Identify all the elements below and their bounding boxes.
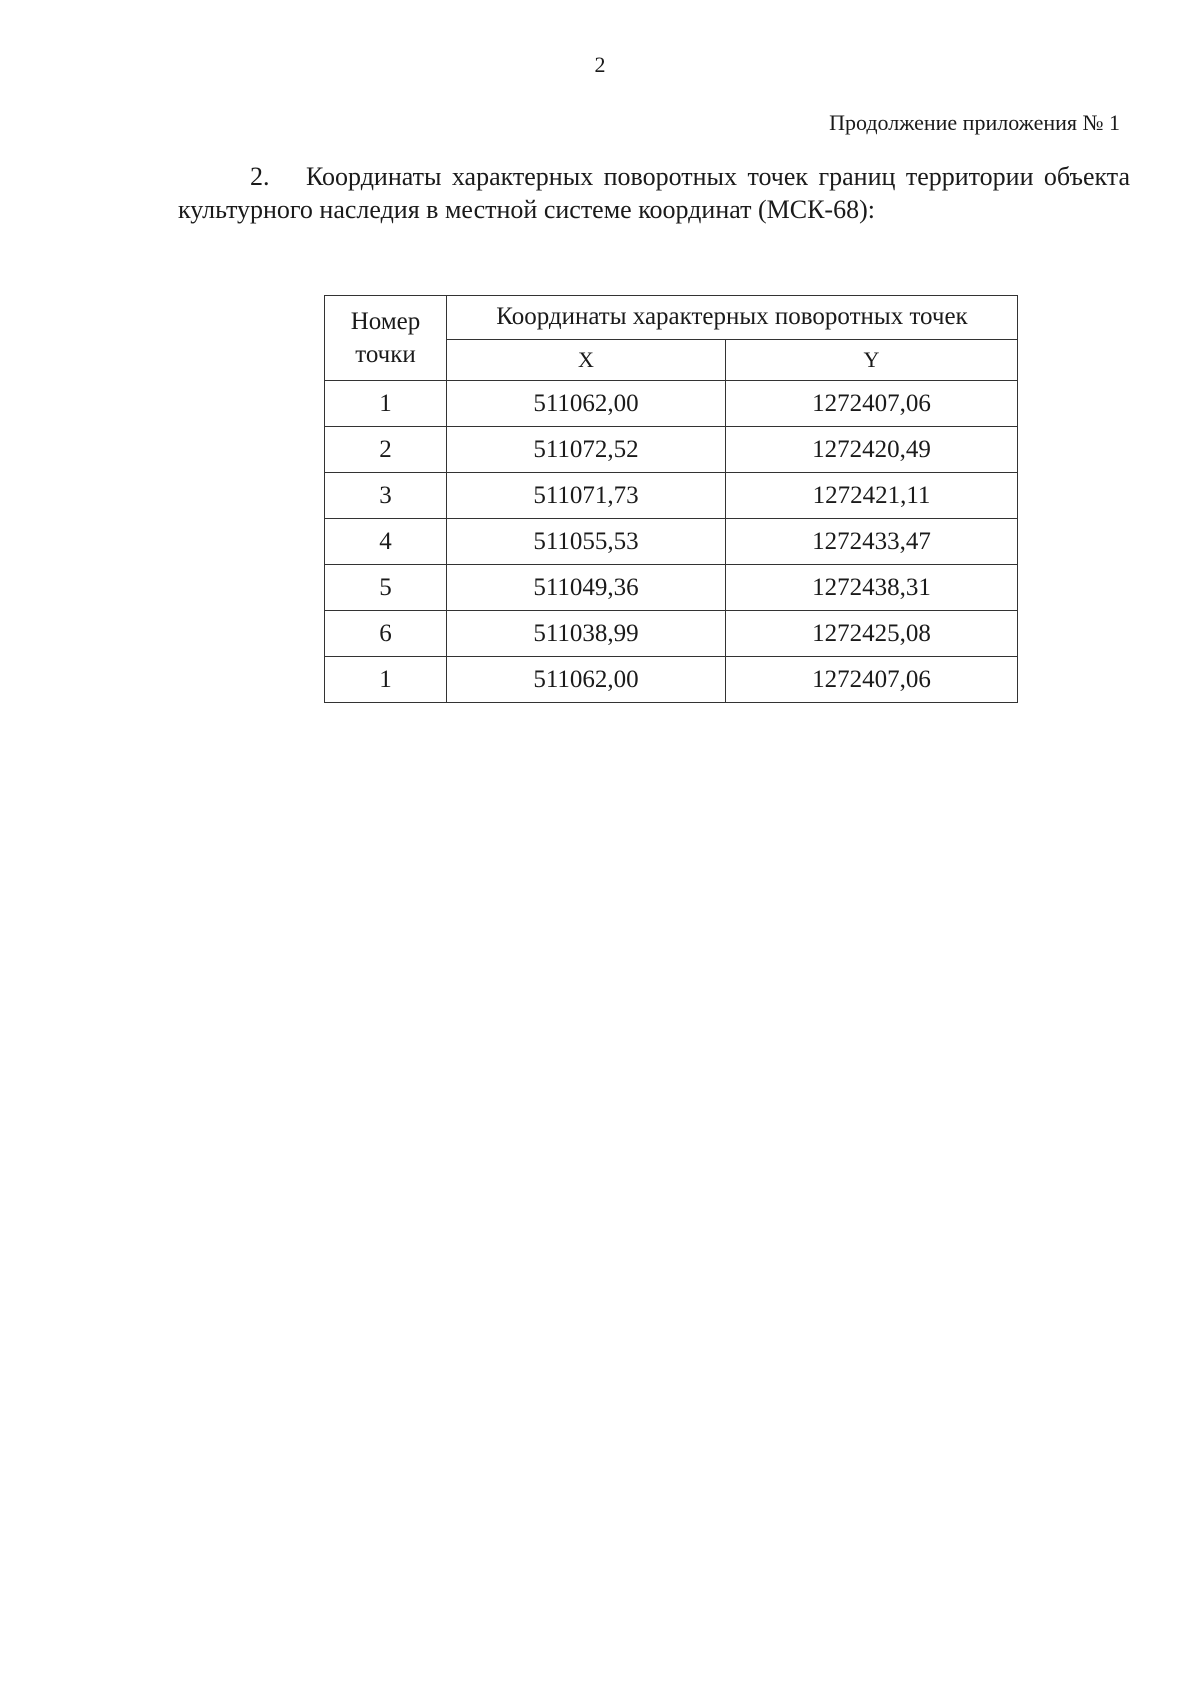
cell-x: 511062,00 [447, 657, 726, 703]
cell-y: 1272425,08 [726, 611, 1018, 657]
cell-x: 511071,73 [447, 473, 726, 519]
section-paragraph [178, 160, 1130, 226]
coordinates-table [324, 295, 1018, 703]
section-text: Координаты характерных поворотных точек границ территории объекта культурного наследия в местной системе координат (МСК-68): [178, 162, 1130, 224]
table-row [325, 427, 1018, 473]
header-point-number: Номер точки [325, 296, 447, 381]
cell-point: 2 [325, 427, 447, 473]
cell-point: 1 [325, 381, 447, 427]
cell-x: 511072,52 [447, 427, 726, 473]
cell-point: 5 [325, 565, 447, 611]
table-row [325, 473, 1018, 519]
header-y: Y [726, 339, 1018, 381]
cell-y: 1272420,49 [726, 427, 1018, 473]
cell-x: 511038,99 [447, 611, 726, 657]
cell-y: 1272407,06 [726, 381, 1018, 427]
cell-point: 3 [325, 473, 447, 519]
cell-x: 511055,53 [447, 519, 726, 565]
cell-x: 511049,36 [447, 565, 726, 611]
section-number: 2. [250, 162, 270, 191]
cell-y: 1272438,31 [726, 565, 1018, 611]
table-row [325, 565, 1018, 611]
cell-x: 511062,00 [447, 381, 726, 427]
header-x: X [447, 339, 726, 381]
table-row [325, 381, 1018, 427]
cell-point: 4 [325, 519, 447, 565]
cell-point: 1 [325, 657, 447, 703]
table-row [325, 657, 1018, 703]
cell-y: 1272421,11 [726, 473, 1018, 519]
page-number: 2 [594, 52, 606, 77]
cell-y: 1272407,06 [726, 657, 1018, 703]
header-coordinates: Координаты характерных поворотных точек [447, 296, 1018, 340]
cell-y: 1272433,47 [726, 519, 1018, 565]
appendix-note: Продолжение приложения № 1 [829, 110, 1120, 135]
cell-point: 6 [325, 611, 447, 657]
table-header-row [325, 296, 1018, 340]
table-row [325, 519, 1018, 565]
table-row [325, 611, 1018, 657]
